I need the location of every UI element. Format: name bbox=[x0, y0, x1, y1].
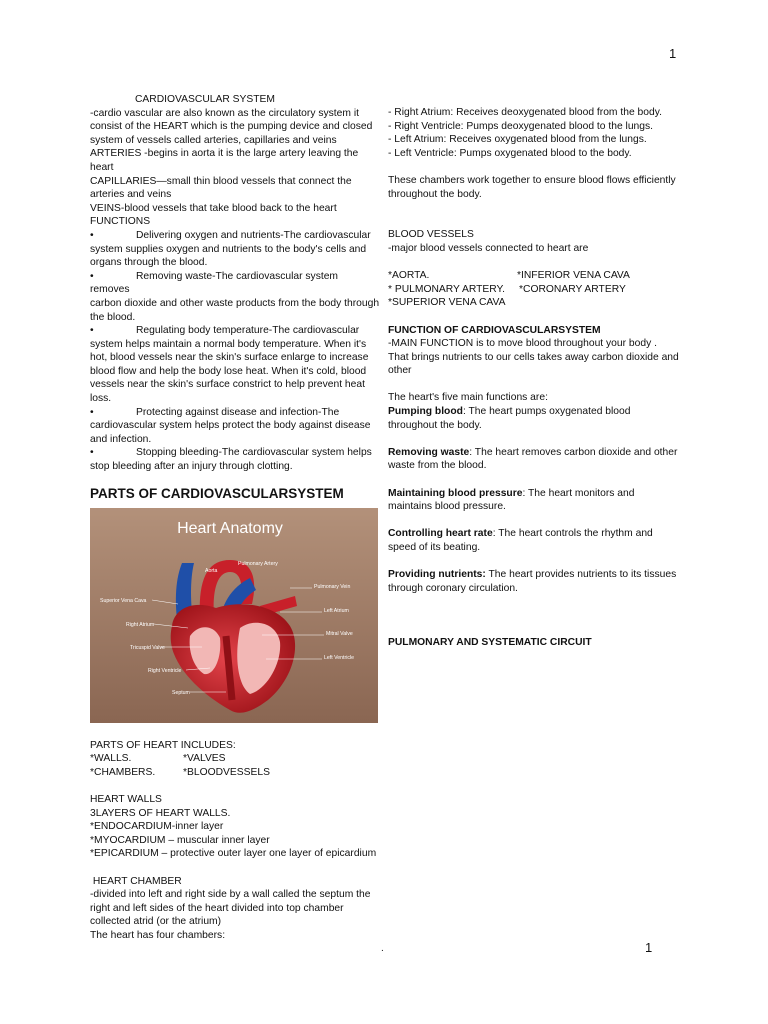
function-title: Protecting against disease and infection-The bbox=[136, 406, 340, 418]
major-vessels-line: -major blood vessels connected to heart are bbox=[388, 242, 589, 254]
intro-paragraph: -cardio vascular are also known as the circulatory system it consist of the HEART which is the pumping device and closed system of vessels called arteries, capillaries and veins bbox=[90, 107, 373, 146]
function-heading: FUNCTION OF CARDIOVASCULARSYSTEM bbox=[388, 324, 601, 336]
label-septum: Septum bbox=[172, 689, 190, 696]
vessel-inferior-vena-cava: *INFERIOR VENA CAVA bbox=[517, 270, 630, 282]
label-left-ventricle: Left Ventricle bbox=[324, 654, 354, 661]
chamber-item: - Left Ventricle: Pumps oxygenated blood to the body. bbox=[388, 147, 632, 159]
function-item bbox=[90, 324, 380, 406]
parts-of-heart: PARTS OF HEART INCLUDES: bbox=[90, 739, 236, 751]
page-number-bottom: 1 bbox=[645, 940, 653, 955]
function-title: Removing waste-The cardiovascular system removes bbox=[90, 270, 339, 296]
label-superior-vena-cava: Superior Vena Cava bbox=[100, 597, 147, 604]
chamber-item: - Right Atrium: Receives deoxygenated blood from the body. bbox=[388, 107, 662, 118]
heart-function-label: Maintaining blood pressure bbox=[388, 487, 523, 499]
veins-paragraph: VEINS-blood vessels that take blood back to the heart bbox=[90, 202, 337, 214]
label-aorta: Aorta bbox=[205, 567, 218, 574]
heart-function-label: Removing waste bbox=[388, 446, 470, 458]
function-title: Delivering oxygen and nutrients-The cardiovascular bbox=[136, 229, 371, 241]
heart-function-item bbox=[388, 487, 680, 514]
epicardium-line: *EPICARDIUM – protective outer layer one layer of epicardium bbox=[90, 848, 377, 860]
functions-heading: FUNCTIONS bbox=[90, 216, 151, 228]
label-tricuspid-valve: Tricuspid Valve bbox=[130, 644, 165, 651]
parts-row bbox=[90, 752, 380, 766]
left-column bbox=[90, 93, 380, 943]
function-rest: cardiovascular system helps protect the body against disease and infection. bbox=[90, 420, 371, 445]
myocardium-line: *MYOCARDIUM – muscular inner layer bbox=[90, 834, 270, 846]
function-item bbox=[90, 406, 380, 447]
heart-function-label: Pumping blood bbox=[388, 406, 463, 418]
vessel-coronary-artery: *CORONARY ARTERY bbox=[519, 283, 626, 295]
endocardium-line: *ENDOCARDIUM-inner layer bbox=[90, 821, 224, 833]
label-mitral-valve: Mitral Valve bbox=[326, 630, 353, 637]
function-rest: carbon dioxide and other waste products from the body through the blood. bbox=[90, 297, 380, 323]
figure-title: Heart Anatomy bbox=[177, 519, 283, 537]
part-valves: *VALVES bbox=[183, 753, 226, 765]
function-rest: system helps maintain a normal body temperature. When it's hot, blood vessels near the skin's surface enlarge to increase blood flow and help the body lose heat. When it's cold, blood vessels near the skin's surface constrict to help prevent heat loss. bbox=[90, 338, 369, 405]
heart-function-item bbox=[388, 446, 680, 473]
bullet: • bbox=[90, 270, 94, 282]
blood-vessels-heading: BLOOD VESSELS bbox=[388, 229, 474, 241]
part-chambers: *CHAMBERS. bbox=[90, 766, 156, 778]
function-item bbox=[90, 446, 380, 473]
function-item bbox=[90, 229, 380, 270]
heart-function-item bbox=[388, 405, 680, 432]
function-rest: stop bleeding after an injury through clotting. bbox=[90, 461, 293, 473]
function-rest: system supplies oxygen and nutrients to the body's cells and organs through the blood. bbox=[90, 243, 367, 269]
parts-row bbox=[90, 766, 380, 780]
layers-line: 3LAYERS OF HEART WALLS. bbox=[90, 807, 231, 819]
heart-function-text: : The heart removes carbon dioxide and other waste from the blood. bbox=[388, 446, 678, 472]
function-title: Regulating body temperature-The cardiovascular bbox=[136, 325, 360, 337]
label-left-atrium: Left Atrium bbox=[324, 607, 349, 614]
together-paragraph: These chambers work together to ensure blood flows efficiently throughout the body. bbox=[388, 174, 676, 200]
heart-function-item bbox=[388, 527, 680, 554]
heart-function-item bbox=[388, 568, 680, 595]
label-pulmonary-artery: Pulmonary Artery bbox=[238, 560, 278, 567]
bullet: • bbox=[90, 406, 94, 418]
heart-function-label: Providing nutrients: bbox=[388, 569, 486, 581]
four-chambers-line: The heart has four chambers: bbox=[90, 929, 226, 941]
page-number-top: 1 bbox=[669, 46, 677, 61]
heart-function-text: : The heart pumps oxygenated blood throughout the body. bbox=[388, 406, 631, 431]
vessel-superior-vena-cava: *SUPERIOR VENA CAVA bbox=[388, 297, 506, 309]
pulmonary-circuit-heading: PULMONARY AND SYSTEMATIC CIRCUIT bbox=[388, 637, 592, 649]
parts-heading: PARTS OF CARDIOVASCULARSYSTEM bbox=[90, 485, 344, 501]
heart-function-label: Controlling heart rate bbox=[388, 528, 493, 540]
heart-function-text: : The heart monitors and maintains blood pressure. bbox=[388, 487, 635, 513]
arteries-paragraph: ARTERIES -begins in aorta it is the large artery leaving the heart bbox=[90, 148, 359, 173]
heart-function-text: The heart provides nutrients to its tissues through coronary circulation. bbox=[388, 569, 677, 594]
part-bloodvessels: *BLOODVESSELS bbox=[183, 766, 270, 778]
functions-list bbox=[90, 229, 380, 474]
function-title: Stopping bleeding-The cardiovascular system helps bbox=[136, 447, 372, 459]
part-walls: *WALLS. bbox=[90, 753, 132, 765]
label-right-atrium: Right Atrium bbox=[126, 621, 155, 628]
bullet: • bbox=[90, 229, 94, 241]
heart-function-text: : The heart controls the rhythm and speed of its beating. bbox=[388, 528, 653, 553]
vessel-aorta: *AORTA. bbox=[388, 270, 430, 282]
label-right-ventricle: Right Ventricle bbox=[148, 667, 182, 674]
page-footer-mark: . bbox=[381, 943, 384, 954]
heart-walls-heading: HEART WALLS bbox=[90, 794, 162, 805]
capillaries-paragraph: CAPILLARIES—small thin blood vessels that connect the arteries and veins bbox=[90, 175, 352, 201]
vessel-pulmonary-artery: * PULMONARY ARTERY. bbox=[388, 283, 505, 295]
function-item bbox=[90, 270, 380, 324]
five-functions-line: The heart's five main functions are: bbox=[388, 392, 548, 404]
vessels-row bbox=[388, 269, 680, 283]
main-function-paragraph: -MAIN FUNCTION is to move blood throughout your body . That brings nutrients to our cells takes away carbon dioxide and other bbox=[388, 338, 679, 377]
bullet: • bbox=[90, 325, 94, 337]
chamber-item: - Right Ventricle: Pumps deoxygenated blood to the lungs. bbox=[388, 120, 654, 132]
heart-anatomy-figure bbox=[90, 508, 378, 723]
label-pulmonary-vein: Pulmonary Vein bbox=[314, 583, 351, 590]
right-column bbox=[388, 106, 680, 650]
heart-illustration bbox=[90, 508, 378, 723]
vessels-row bbox=[388, 283, 680, 297]
chamber-paragraph: -divided into left and right side by a wall called the septum the right and left sides of the heart divided into top chamber collected atrid (or the atrium) bbox=[90, 889, 371, 928]
heart-chamber-heading: HEART CHAMBER bbox=[90, 875, 182, 887]
section-title: CARDIOVASCULAR SYSTEM bbox=[135, 94, 275, 105]
chamber-item: - Left Atrium: Receives oxygenated blood from the lungs. bbox=[388, 134, 647, 146]
bullet: • bbox=[90, 447, 94, 459]
